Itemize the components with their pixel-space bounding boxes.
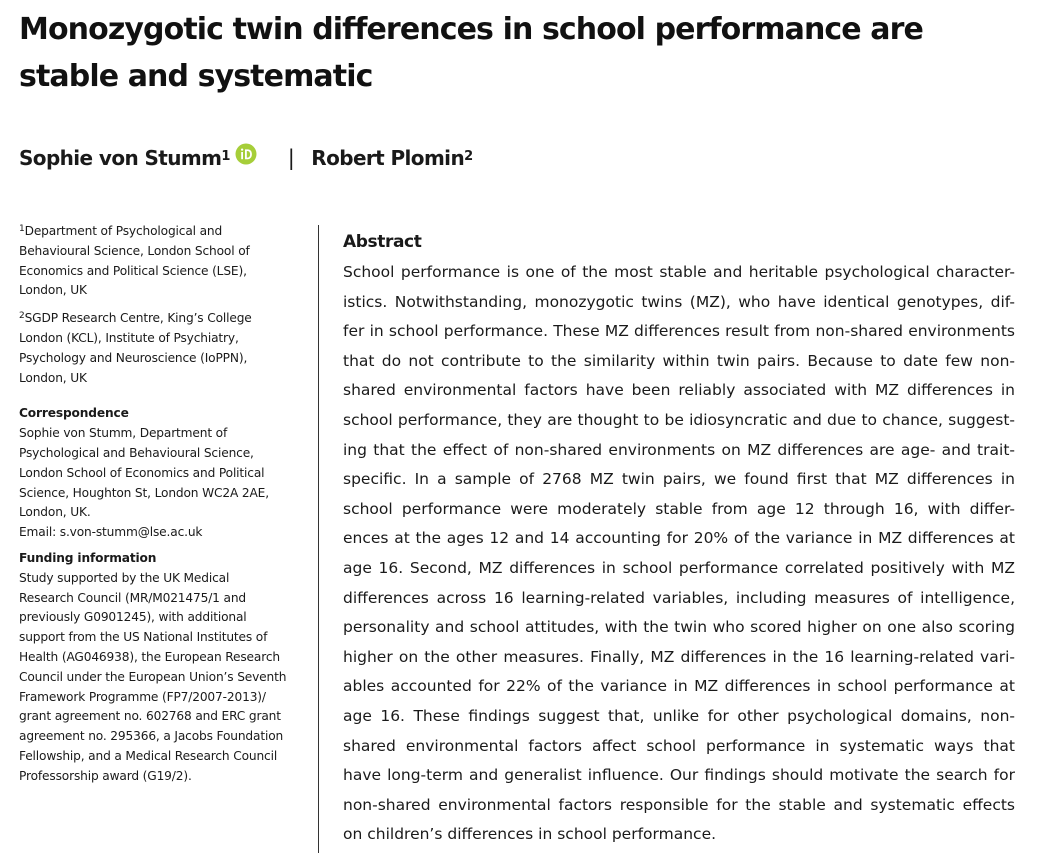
affiliation-2 — [19, 307, 309, 388]
correspondence-line: London School of Economics and Political — [19, 465, 265, 480]
affiliation-mark: 2 — [19, 311, 25, 322]
funding-line: Framework Programme (FP7/2007-2013)/ — [19, 689, 266, 704]
correspondence-line: Psychological and Behavioural Science, — [19, 445, 254, 460]
abstract-line: fer in school performance. These MZ differences result from non-shared environments — [343, 322, 1015, 341]
abstract-line: personality and school attitudes, with the twin who scored higher on one also scoring — [343, 618, 1015, 637]
funding-line: Research Council (MR/M021475/1 and — [19, 590, 246, 605]
abstract-body — [343, 258, 1033, 850]
abstract-line: School performance is one of the most stable and heritable psychological character- — [343, 263, 1015, 281]
abstract-line: shared environmental factors have been reliably associated with MZ differences in — [343, 381, 1015, 400]
affiliation-mark: 1 — [221, 148, 230, 164]
abstract-line: school performance were moderately stable from age 12 through 16, with differ- — [343, 499, 1015, 518]
abstract-line: age 16. Second, MZ differences in school performance correlated positively with MZ — [343, 558, 1015, 577]
abstract-line: ables accounted for 22% of the variance in MZ differences in school performance at — [343, 677, 1015, 696]
article-title: Monozygotic twin differences in school performance are stable and systematic — [19, 12, 923, 94]
abstract-line: specific. In a sample of 2768 MZ twin pairs, we found first that MZ differences in — [343, 470, 1015, 489]
abstract-line: higher on the other measures. Finally, MZ differences in the 16 learning-related vari- — [343, 647, 1015, 666]
affiliation-line: Department of Psychological and — [24, 224, 223, 238]
affiliation-line: Psychology and Neuroscience (IoPPN), — [19, 350, 248, 365]
abstract-line: istics. Notwithstanding, monozygotic twins (MZ), who have identical genotypes, dif- — [343, 292, 1015, 311]
funding-line: Health (AG046938), the European Research — [19, 649, 280, 664]
correspondence-email[interactable]: Email: s.von-stumm@lse.ac.uk — [19, 525, 203, 540]
funding-section — [19, 549, 309, 787]
abstract-line: age 16. These findings suggest that, unlike for other psychological domains, non- — [343, 706, 1015, 725]
abstract-line: differences across 16 learning-related variables, including measures of intelligence, — [343, 588, 1015, 607]
funding-line: agreement no. 295366, a Jacobs Foundation — [19, 729, 284, 744]
affiliation-line: London (KCL), Institute of Psychiatry, — [19, 330, 239, 345]
funding-heading: Funding information — [19, 550, 157, 565]
abstract-line: ences at the ages 12 and 14 accounting for 20% of the variance in MZ differences at — [343, 529, 1015, 548]
affiliation-line: London, UK — [19, 283, 87, 298]
abstract-line: non-shared environmental factors responsible for the stable and systematic effects — [343, 795, 1015, 814]
correspondence-section — [19, 404, 309, 543]
abstract-line: school performance, they are thought to be idiosyncratic and due to chance, suggest- — [343, 410, 1015, 429]
abstract-line: that do not contribute to the similarity within twin pairs. Because to date few non- — [343, 351, 1015, 370]
abstract-line: ing that the effect of non-shared environments on MZ differences are age- and trait- — [343, 440, 1015, 459]
funding-line: previously G0901245), with additional — [19, 610, 247, 625]
funding-line: Fellowship, and a Medical Research Council — [19, 748, 278, 763]
abstract-line: shared environmental factors affect school performance in systematic ways that — [343, 736, 1015, 755]
column-divider — [318, 225, 319, 853]
article-sidebar — [19, 220, 309, 787]
funding-line: Council under the European Union’s Seventh — [19, 669, 287, 684]
affiliation-1 — [19, 220, 309, 301]
funding-line: Professorship award (G19/2). — [19, 768, 192, 783]
funding-line: support from the US National Institutes of — [19, 630, 268, 645]
funding-line: grant agreement no. 602768 and ERC grant — [19, 709, 281, 724]
affiliation-line: Behavioural Science, London School of — [19, 243, 250, 258]
correspondence-heading: Correspondence — [19, 406, 129, 421]
affiliation-mark: 2 — [464, 148, 473, 164]
author-name: Sophie von Stumm — [19, 146, 222, 170]
abstract-heading: Abstract — [343, 232, 422, 252]
affiliation-line: Economics and Political Science (LSE), — [19, 263, 247, 278]
abstract-line: on children’s differences in school performance. — [343, 825, 717, 844]
affiliation-line: London, UK — [19, 370, 87, 385]
author-list — [19, 141, 473, 175]
correspondence-line: Science, Houghton St, London WC2A 2AE, — [19, 485, 269, 500]
author-separator: | — [287, 146, 295, 170]
affiliation-mark: 1 — [19, 224, 25, 234]
affiliation-line: SGDP Research Centre, King’s College — [24, 311, 252, 326]
author-name: Robert Plomin — [311, 146, 465, 170]
correspondence-line: Sophie von Stumm, Department of — [19, 426, 228, 441]
correspondence-line: London, UK. — [19, 505, 91, 520]
abstract-line: have long-term and generalist influence. Our findings should motivate the search for — [343, 766, 1015, 785]
orcid-icon[interactable] — [235, 143, 257, 165]
funding-line: Study supported by the UK Medical — [19, 570, 230, 585]
